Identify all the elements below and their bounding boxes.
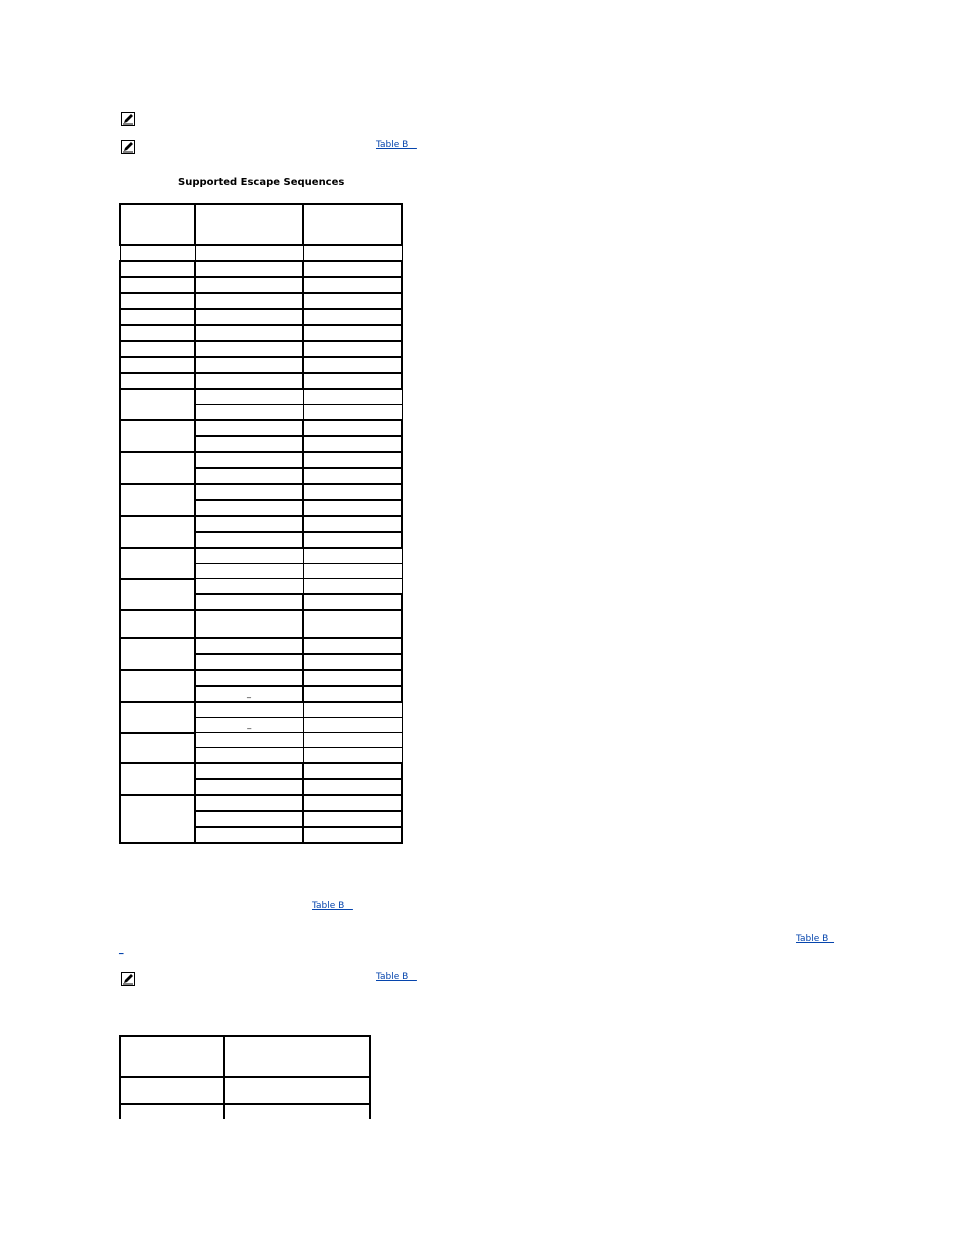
table-cell xyxy=(303,670,402,686)
table-cell xyxy=(120,293,195,309)
table-cell xyxy=(120,277,195,293)
header-cell xyxy=(120,204,195,245)
table-row xyxy=(120,610,402,638)
table-cell xyxy=(195,405,303,421)
table-cell xyxy=(195,245,303,261)
table-cell xyxy=(120,341,195,357)
table-cell xyxy=(120,1104,224,1119)
note2-table-link[interactable]: Table B xyxy=(376,140,417,150)
group-cell xyxy=(120,638,195,670)
second-table xyxy=(119,1035,371,1119)
table-cell: _ xyxy=(195,718,303,733)
table-row xyxy=(120,245,402,261)
table-cell xyxy=(120,309,195,325)
table-cell xyxy=(195,293,303,309)
table-cell xyxy=(120,261,195,277)
table-cell xyxy=(303,686,402,702)
table-cell xyxy=(303,654,402,670)
group-cell xyxy=(120,795,195,843)
table-cell xyxy=(195,638,303,654)
note3-table-link[interactable]: Table B xyxy=(376,972,417,982)
table-row xyxy=(120,579,402,595)
note-pencil-icon xyxy=(121,972,135,986)
table-row xyxy=(120,452,402,468)
table-cell xyxy=(195,468,303,484)
group-cell xyxy=(120,733,195,764)
table-cell xyxy=(303,779,402,795)
table-cell xyxy=(195,389,303,405)
table-cell xyxy=(195,309,303,325)
table-row xyxy=(120,420,402,436)
table-row xyxy=(120,309,402,325)
table-cell xyxy=(303,564,402,579)
table-cell: _ xyxy=(195,686,303,702)
table-header-row xyxy=(120,204,402,245)
table-cell xyxy=(195,733,303,748)
table-cell xyxy=(120,610,195,638)
table-cell xyxy=(303,795,402,811)
table-cell xyxy=(195,594,303,610)
note-icon-2 xyxy=(121,139,135,158)
table-cell xyxy=(195,548,303,564)
table-row xyxy=(120,277,402,293)
table-row xyxy=(120,763,402,779)
table-cell xyxy=(195,516,303,532)
table-cell xyxy=(303,516,402,532)
escape-sequence-table xyxy=(119,203,403,844)
table-cell xyxy=(195,827,303,843)
table-cell xyxy=(195,702,303,718)
header-cell xyxy=(195,204,303,245)
table-cell xyxy=(303,405,402,421)
table-cell xyxy=(120,245,195,261)
header-cell xyxy=(120,1036,224,1077)
note-pencil-icon xyxy=(121,112,135,126)
table-row xyxy=(120,795,402,811)
note-icon-3 xyxy=(121,971,135,990)
table-row xyxy=(120,733,402,748)
header-cell xyxy=(224,1036,370,1077)
paragraph-table-link[interactable]: Table B xyxy=(796,934,835,944)
table-row xyxy=(120,702,402,718)
table-cell xyxy=(303,484,402,500)
table-cell xyxy=(224,1077,370,1104)
group-cell xyxy=(120,763,195,795)
table-row xyxy=(120,638,402,654)
table-cell xyxy=(303,420,402,436)
table-cell xyxy=(195,261,303,277)
table-cell xyxy=(224,1104,370,1119)
table-cell xyxy=(303,763,402,779)
table-cell xyxy=(195,654,303,670)
table-cell xyxy=(120,357,195,373)
group-cell xyxy=(120,579,195,611)
table-cell xyxy=(303,579,402,595)
table-row xyxy=(120,1077,370,1104)
table-cell xyxy=(195,325,303,341)
table-cell xyxy=(303,748,402,764)
table-cell xyxy=(303,325,402,341)
table-cell xyxy=(303,594,402,610)
table-row xyxy=(120,389,402,405)
group-cell xyxy=(120,420,195,452)
table-cell xyxy=(303,638,402,654)
group-cell xyxy=(120,548,195,579)
table-cell xyxy=(120,325,195,341)
table-cell xyxy=(303,733,402,748)
table-cell xyxy=(195,763,303,779)
table-cell xyxy=(195,436,303,452)
table-cell xyxy=(195,452,303,468)
group-cell xyxy=(120,670,195,702)
table-cell xyxy=(303,702,402,718)
paragraph-table-link-continued[interactable]: _ xyxy=(119,945,124,955)
table-cell xyxy=(303,309,402,325)
table-cell xyxy=(195,779,303,795)
table-cell xyxy=(303,357,402,373)
group-cell xyxy=(120,516,195,548)
table-header-row xyxy=(120,1036,370,1077)
table-cell xyxy=(120,373,195,389)
table-row xyxy=(120,325,402,341)
table-cell xyxy=(195,532,303,548)
note-pencil-icon xyxy=(121,140,135,154)
table-cell xyxy=(195,564,303,579)
table-cell xyxy=(195,484,303,500)
table-cell xyxy=(303,468,402,484)
table-row xyxy=(120,516,402,532)
table-row xyxy=(120,341,402,357)
table-cell xyxy=(195,579,303,595)
table-heading: Supported Escape Sequences xyxy=(178,177,345,188)
table-cell xyxy=(195,811,303,827)
table-cell xyxy=(195,748,303,764)
table-row xyxy=(120,293,402,309)
table-cell xyxy=(195,357,303,373)
table-cell xyxy=(303,341,402,357)
table-row xyxy=(120,261,402,277)
table-row xyxy=(120,373,402,389)
table-cell xyxy=(303,827,402,843)
table-cell xyxy=(195,277,303,293)
table-cell xyxy=(303,261,402,277)
group-cell xyxy=(120,702,195,733)
table-cell xyxy=(303,718,402,733)
table-cell xyxy=(195,500,303,516)
table-row xyxy=(120,484,402,500)
group-cell xyxy=(120,484,195,516)
table-cell xyxy=(303,548,402,564)
table-cell xyxy=(195,795,303,811)
table-row xyxy=(120,548,402,564)
table-row xyxy=(120,357,402,373)
table-cell xyxy=(195,670,303,686)
table-row xyxy=(120,1104,370,1119)
table-cell xyxy=(303,610,402,638)
table-cell xyxy=(303,436,402,452)
table-cell xyxy=(195,341,303,357)
table-cell xyxy=(303,293,402,309)
table-cell xyxy=(303,389,402,405)
header-cell xyxy=(303,204,402,245)
below-table-link[interactable]: Table B xyxy=(312,901,353,911)
group-cell xyxy=(120,452,195,484)
table-cell xyxy=(195,420,303,436)
note-icon-1 xyxy=(121,111,135,130)
table-cell xyxy=(303,532,402,548)
table-cell xyxy=(303,373,402,389)
table-cell xyxy=(303,500,402,516)
table-cell xyxy=(303,277,402,293)
table-cell xyxy=(120,1077,224,1104)
table-cell xyxy=(303,245,402,261)
group-cell xyxy=(120,389,195,420)
table-cell xyxy=(195,610,303,638)
table-cell xyxy=(303,452,402,468)
table-cell xyxy=(195,373,303,389)
table-row xyxy=(120,670,402,686)
table-cell xyxy=(303,811,402,827)
